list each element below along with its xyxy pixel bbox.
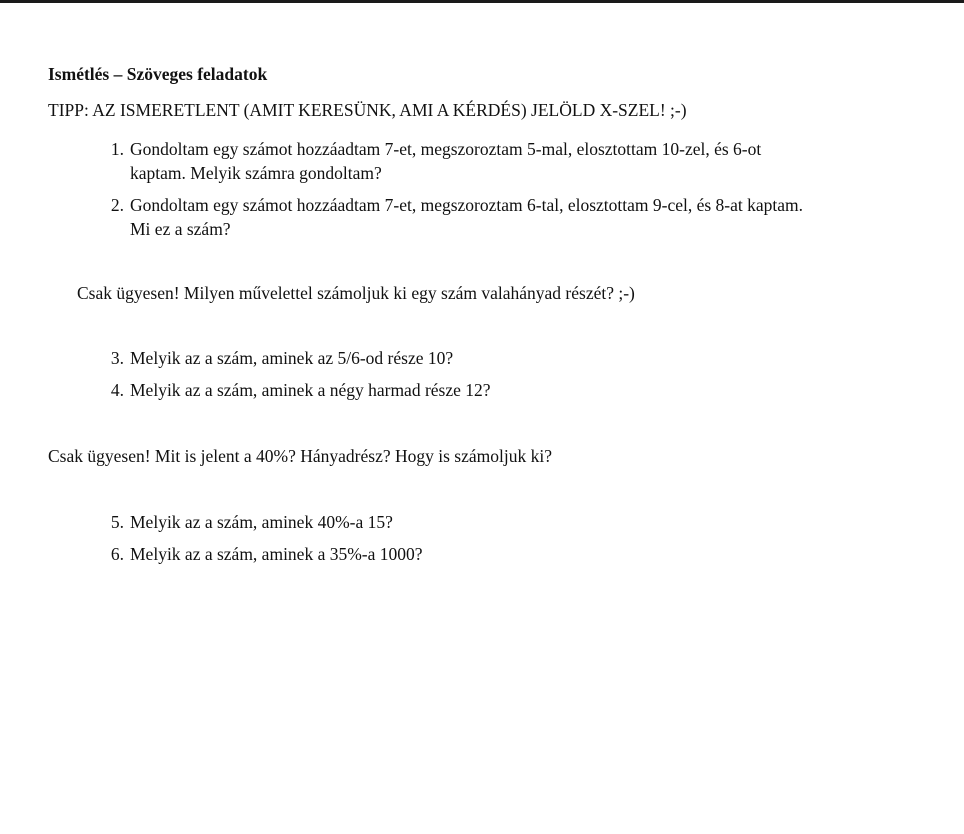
item-text: Melyik az a szám, aminek az 5/6-od része 10? xyxy=(130,348,454,368)
item-number: 6. xyxy=(110,544,124,564)
item-text-line2: kaptam. Melyik számra gondoltam? xyxy=(130,163,382,183)
item-number: 1. xyxy=(110,139,124,159)
hint-fraction: Csak ügyesen! Milyen művelettel számoljuk ki egy szám valahányad részét? ;-) xyxy=(77,283,635,303)
hint-percent: Csak ügyesen! Mit is jelent a 40%? Hányadrész? Hogy is számoljuk ki? xyxy=(48,446,552,466)
item-text: Melyik az a szám, aminek a 35%-a 1000? xyxy=(130,544,423,564)
item-number: 3. xyxy=(110,348,124,368)
item-number: 4. xyxy=(110,380,124,400)
page-title: Ismétlés – Szöveges feladatok xyxy=(48,64,268,84)
item-text-line1: Gondoltam egy számot hozzáadtam 7-et, megszoroztam 5-mal, elosztottam 10-zel, és 6-ot xyxy=(130,139,762,159)
tip-text: TIPP: AZ ISMERETLENT (AMIT KERESÜNK, AMI A KÉRDÉS) JELÖLD X-SZEL! ;-) xyxy=(48,100,687,120)
item-number: 5. xyxy=(110,512,124,532)
item-text: Melyik az a szám, aminek a négy harmad része 12? xyxy=(130,380,491,400)
item-text xyxy=(130,137,910,185)
item-text xyxy=(130,193,910,241)
item-number: 2. xyxy=(110,195,124,215)
item-text-line1: Gondoltam egy számot hozzáadtam 7-et, megszoroztam 6-tal, elosztottam 9-cel, és 8-at kaptam. xyxy=(130,195,804,215)
item-text: Melyik az a szám, aminek 40%-a 15? xyxy=(130,512,393,532)
item-text-line2: Mi ez a szám? xyxy=(130,219,231,239)
